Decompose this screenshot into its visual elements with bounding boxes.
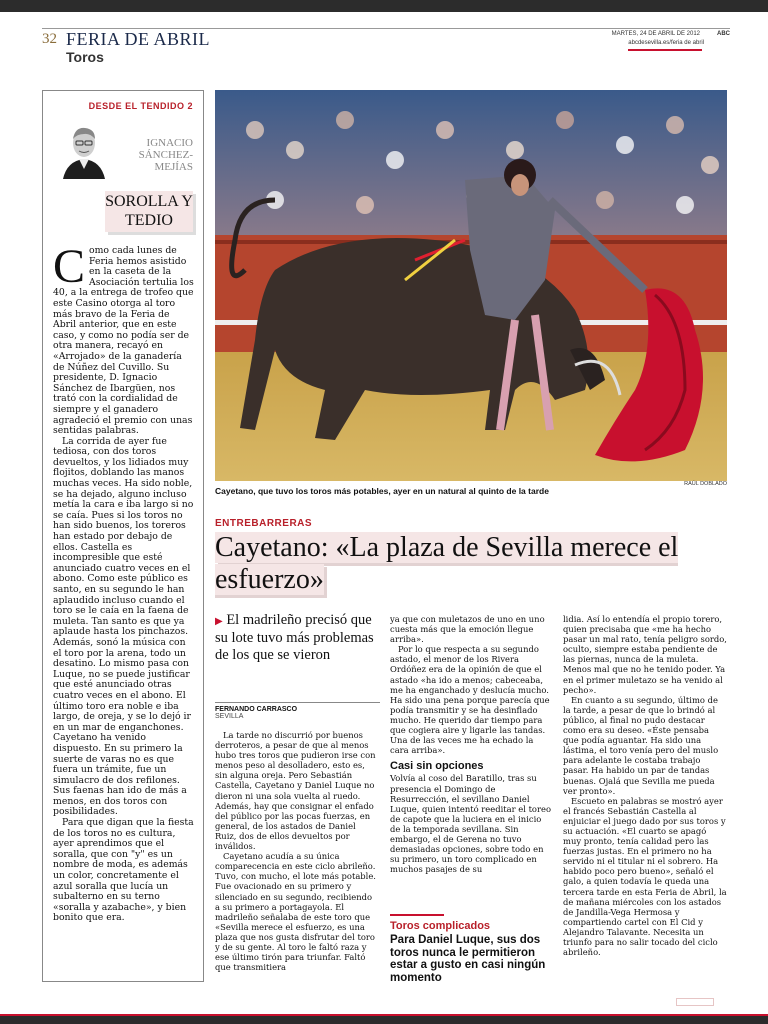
page-number: 32: [42, 31, 57, 47]
url-underline: [628, 49, 702, 51]
article-column-2: [390, 614, 553, 874]
end-mark: [676, 998, 714, 1006]
article-paragraph: ya que con muletazos de uno en uno cuesta más que la emoción llegue arriba».: [390, 614, 545, 645]
subsection-title: Toros: [66, 49, 104, 65]
opinion-column: [42, 90, 204, 982]
column-paragraph: Para que digan que la fiesta de los toros no es cultura, ayer aprendimos que el soralla, que con "y" es un nombre de moda, es además un color, concretamente el azul soralla que lucía un subalterno en su terno «soralla y azabache», y bien bonito que era.: [53, 817, 194, 924]
author-first-name: IGNACIO: [146, 137, 193, 149]
page-header: [42, 28, 730, 69]
article-deck: ▶ El madrileño precisó que su lote tuvo más problemas de los que se vieron: [215, 612, 374, 663]
article-paragraph: lidia. Así lo entendía el propio torero, quien precisaba que «me ha hecho pasar un mal rato, tenía peligro sordo, oculto, siempre estaba pendiente de las piernas, nunca de la muleta. Menos mal que no he tenido poder. Ya en el primer muletazo se ha venido al pecho».: [563, 614, 727, 695]
photo-caption: Cayetano, que tuvo los toros más potables, ayer en un natural al quinto de la tarde: [215, 486, 549, 496]
top-bar: [0, 0, 768, 12]
article-column-3: [563, 614, 727, 957]
column-kicker: DESDE EL TENDIDO 2: [88, 101, 193, 111]
author-last-name: SÁNCHEZ-MEJÍAS: [138, 149, 193, 173]
photo-credit: RAÚL DOBLADO: [684, 481, 727, 487]
pull-quote-text: Para Daniel Luque, sus dos toros nunca le permitieron estar a gusto en casi ningún momento: [390, 934, 546, 984]
article-kicker: ENTREBARRERAS: [215, 518, 313, 529]
article-paragraph: Cayetano acudía a su única comparecencia en este ciclo abrileño. Tuvo, con mucho, el lote más potable. Fue ovacionado en su primero y silenciado en su segundo, recibiendo a su primero a portagayola. El madrileño señalaba de este toro que «Sevilla merece el esfuerzo, es una plaza que nos gusta disfrutar del toro y de su gente. Al toro le faltó raza y ese último tirón para triunfar. Faltó que transmitiera: [215, 851, 376, 973]
bottom-bar: [0, 1016, 768, 1024]
drop-cap: C: [53, 240, 86, 293]
column-paragraph: omo cada lunes de Feria hemos asistido en la caseta de la Asociación tertulia los 40, a la entrega de trofeo que este Casino otorga al toro más bravo de la Feria de Abril anterior, que en este caso, y como no podía ser de otra manera, recayó en «Arrojado» de la ganadería de Núñez del Cuvillo. Su presidente, D. Ignacio Sánchez de Ibargüen, nos trató con la cordialidad de siempre y el ganadero agradeció el premio con unas sentidas palabras.: [53, 245, 194, 437]
issue-date: MARTES, 24 DE ABRIL DE 2012: [611, 31, 700, 37]
pull-quote-rule: [390, 914, 444, 916]
triangle-bullet-icon: ▶: [215, 616, 223, 627]
article-paragraph: En cuanto a su segundo, último de la tarde, a pesar de que lo brindó al público, al final no pudo destacar como era su deseo. «Éste pensaba que podía aguantar. Ha sido una lástima, el toro venía pero del muslo para adelante le costaba trabajo pasar. Ha habido un par de tandas buenas. Ojalá que Sevilla me pueda ver pronto».: [563, 694, 719, 796]
article-paragraph: La tarde no discurrió por buenos derroteros, a pesar de que al menos hubo tres toros que pudieron irse con menos peso al desolladero, esto es, sin alguna oreja. Pero Sebastián Castella, Cayetano y Daniel Luque no dieron ni una sola vuelta al ruedo. Además, hay que consignar el enfado del público por las pocas fuerzas, en general, de los astados de Daniel Ruiz, dos de ellos devueltos por inválidos.: [215, 730, 376, 852]
bullfight-photo: [215, 90, 727, 481]
article-paragraph: Escueto en palabras se mostró ayer el francés Sebastián Castella al enjuiciar el juego dado por sus toros y su actuación. «El cuarto se apagó muy pronto, tenía calidad pero las fuerzas justas. En el primero no ha servido ni el titular ni el sobrero. Ha habido poco pero bueno», señaló el galo, a quien todavía le queda una tercera tarde en esta Feria de Abril, la de mañana miércoles con los astados de Jandilla-Vega Hermosa y compartiendo cartel con El Cid y Alejandro Talavante. Necesita un triunfo para no salir tocado del ciclo abrileño.: [563, 795, 727, 958]
article-paragraph: Volvía al coso del Baratillo, tras su presencia el Domingo de Resurrección, el sevillano Daniel Luque, quien intentó reeditar el toreo de capote que la luciera en el inicio de la temporada sevillana. Sin embargo, el de Gerena no tuvo demasiadas opciones, sobre todo en su primero, un toro complicado en muchos pasajes de su: [390, 773, 551, 875]
column-body: [53, 240, 194, 924]
brand-logo: ABC: [717, 31, 730, 37]
byline-place: SEVILLA: [215, 713, 244, 720]
pull-quote-kicker: Toros complicados: [390, 920, 491, 932]
article-headline: Cayetano: «La plaza de Sevilla merece el esfuerzo»: [215, 532, 679, 595]
section-url[interactable]: abcdesevilla.es/feria de abril: [628, 40, 704, 46]
article-subhead: Casi sin opciones: [390, 760, 484, 773]
article-column-1: [215, 730, 378, 972]
column-title: SOROLLA Y TEDIO: [105, 191, 193, 232]
author-portrait: [57, 123, 111, 179]
byline-name: FERNANDO CARRASCO: [215, 706, 298, 713]
column-paragraph: La corrida de ayer fue tediosa, con dos toros devueltos, y los lidiados muy flojitos, doblando las manos muchas veces. Ha sido noble, se ha dejado, alguno incluso metía la cara e iba largo si no se caía. Pues si los toros no han sido buenos, los toreros han estado por debajo de ellos. Castella es incompresible que esté anunciado cuatro veces en el abono. Como este público es santo, en su segundo le han aplaudido incluso cuando el toro se le caía en la faena de muleta. Tan santo es que ya aplaude hasta los pinchazos. Además, sonó la música con el toro por la arena, todo un desatino. Lo mismo pasa con Luque, no se puede justificar que esté anunciado otras cuatro veces en el abono. El último toro era noble e iba largo, de oreja, y se lo dejó ir en un mar de enganchones. Cayetano ha venido dispuesto. En su primero la suerte de varas no es que fuera un trámite, fue un simulacro de dos refilones. Sus faenas han ido de más a menos, en dos toros con posibilidades.: [53, 435, 194, 818]
section-title: FERIA DE ABRIL: [66, 29, 211, 49]
byline: [215, 702, 380, 720]
article-paragraph: Por lo que respecta a su segundo astado, el menor de los Rivera Ordóñez era de la opinión de que el astado «ha ido a menos; cabeceaba, me ha enganchado y deslucía mucho. Ha sido una pena porque parecía que podía transmitir y se ha desinflado mucho. He querido dar tiempo para que cogiera aire y ligarle las tandas. Una de las veces me ha echado la cara arriba».: [390, 644, 550, 756]
